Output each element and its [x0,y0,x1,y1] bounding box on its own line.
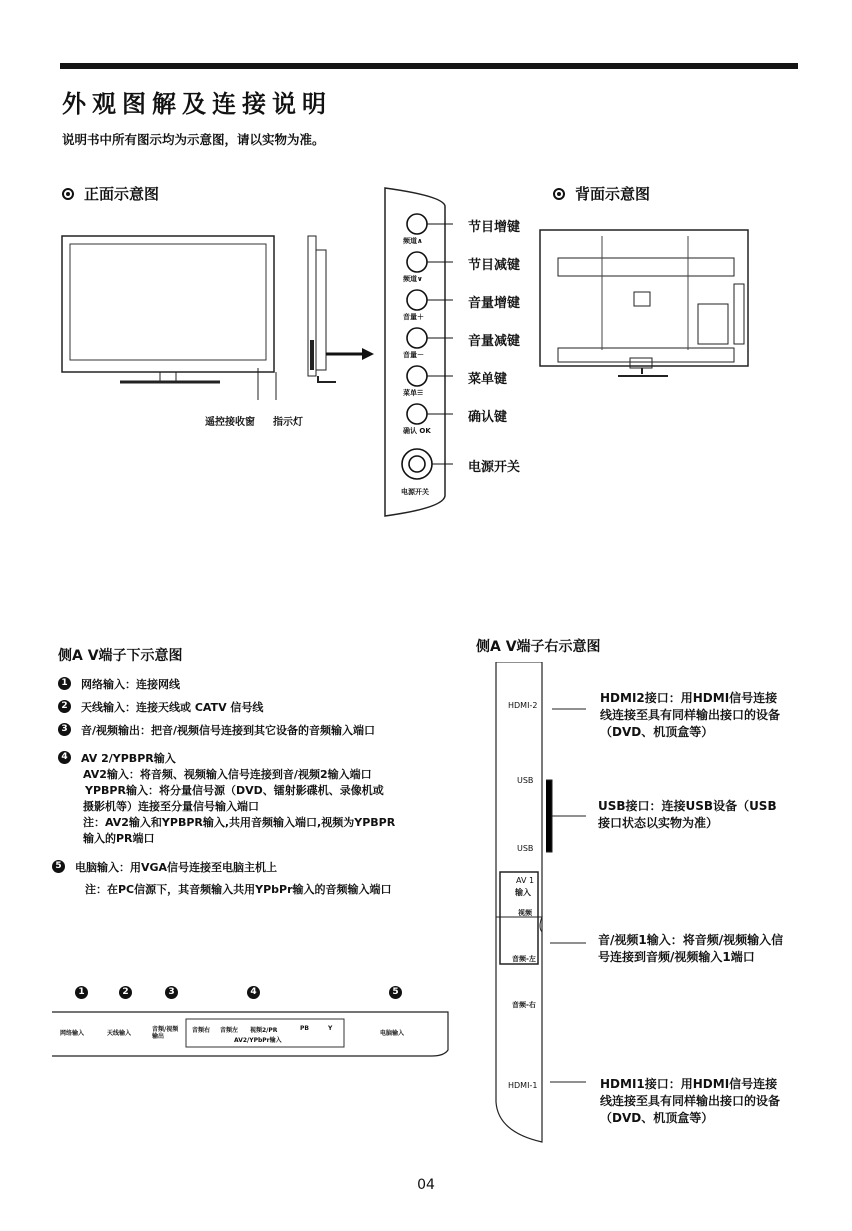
side-bottom-heading: 侧A V端子下示意图 [58,648,183,664]
ok-label: 确认键 [468,410,508,425]
number-badge: 4 [247,986,260,999]
volume-up-label: 音量增键 [468,296,521,311]
av-group-label: AV2/YPbPr输入 [234,1037,282,1044]
detail-line: 摄影机等）连接至分量信号输入端口 [83,800,259,813]
front-heading-text: 正面示意图 [84,185,160,203]
port-hdmi1: HDMI-1 [508,1081,538,1090]
list-item-text: 电脑输入：用VGA信号连接至电脑主机上 [75,861,278,874]
indicator-label: 指示灯 [273,417,303,428]
back-heading [553,183,650,204]
number-badge: 5 [389,986,402,999]
desc-line: USB接口：连接USB设备（USB [598,799,777,813]
number-badge: 3 [58,723,71,736]
target-bullet-icon [62,188,74,200]
list-item-text: 音/视频输出：把音/视频信号连接到其它设备的音频输入端口 [81,724,376,737]
connector-label: 网络输入 [60,1030,85,1037]
list-item [58,677,180,693]
desc-line: （DVD、机顶盒等） [600,1111,714,1125]
desc-line: 号连接到音频/视频输入1端口 [598,950,755,964]
detail-line: AV2输入：将音频、视频输入信号连接到音/视频2输入端口 [83,768,372,781]
number-badge: 2 [119,986,132,999]
desc-line: 线连接至具有同样输出接口的设备 [600,708,781,722]
connector-label: 电脑输入 [380,1030,405,1037]
port-hdmi2: HDMI-2 [508,701,538,710]
desc-line: 线连接至具有同样输出接口的设备 [600,1094,781,1108]
side-right-heading: 侧A V端子右示意图 [476,639,601,655]
port-audio-left: 音频-左 [512,955,536,963]
volume-down-label: 音量减键 [468,334,521,349]
list-item-text: AV 2/YPBPR输入 [81,752,176,765]
back-heading-text: 背面示意图 [575,185,651,203]
detail-line: 注：在PC信源下，其音频输入共用YPbPr输入的音频输入端口 [85,883,392,896]
page-subtitle: 说明书中所有图示均为示意图，请以实物为准。 [62,132,325,147]
connector-label: PB [300,1025,309,1032]
btn-icon-label: 确认 OK [403,427,431,435]
arrow-right-icon [326,346,376,362]
page-number: 04 [417,1177,435,1193]
detail-line: YPBPR输入：将分量信号源（DVD、镭射影碟机、录像机或 [85,784,384,797]
connector-label: 音频左 [220,1027,239,1034]
btn-icon-label: 音量－ [403,351,424,359]
list-item [58,700,263,716]
desc-line: （DVD、机顶盒等） [600,725,714,739]
back-tv-illustration [538,228,756,384]
connector-label: 音频/视频输出 [152,1026,179,1040]
number-badge: 2 [58,700,71,713]
top-rule [60,63,798,69]
hdmi1-description [600,1076,780,1127]
connector-label: 视频2/PR [250,1027,278,1034]
port-av1-in: 输入 [515,888,531,897]
page-title: 外观图解及连接说明 [62,90,332,118]
desc-line: HDMI1接口：用HDMI信号连接 [600,1077,778,1091]
btn-icon-label: 菜单☰ [403,389,424,397]
target-bullet-icon [553,188,565,200]
hdmi2-description [600,690,780,741]
btn-icon-label: 音量＋ [403,313,424,321]
channel-down-label: 节目减键 [468,258,521,273]
av1-description [598,932,783,966]
usb-description [598,798,777,832]
desc-line: HDMI2接口：用HDMI信号连接 [600,691,778,705]
menu-label: 菜单键 [468,372,508,387]
number-badge: 3 [165,986,178,999]
detail-line: 输入的PR端口 [83,832,155,845]
connector-label: 天线输入 [107,1030,132,1037]
connector-label: 音频右 [192,1027,211,1034]
port-audio-right: 音频-右 [512,1001,536,1009]
port-video: 视频 [518,909,532,917]
power-label: 电源开关 [468,460,521,475]
btn-icon-label: 频道∧ [403,237,423,245]
list-item [58,723,375,739]
front-heading [62,183,159,204]
channel-up-label: 节目增键 [468,220,521,235]
connector-label: Y [328,1025,333,1032]
list-item-text: 网络输入：连接网线 [81,678,180,691]
power-icon-label: 电源开关 [401,488,429,496]
remote-sensor-label: 遥控接收窗 [205,417,255,428]
detail-line: 注：AV2输入和YPBPR输入,共用音频输入端口,视频为YPBPR [83,816,396,829]
side-panel-outline [486,662,596,1147]
port-av1: AV 1 [516,876,535,885]
desc-line: 接口状态以实物为准） [598,816,719,830]
list-item-text: 天线输入：连接天线或 CATV 信号线 [81,701,264,714]
port-usb-2: USB [517,844,534,853]
number-badge: 1 [58,677,71,690]
desc-line: 音/视频1输入：将音频/视频输入信 [598,933,784,947]
front-tv-illustration [60,230,380,405]
number-badge: 4 [58,751,71,764]
port-usb-1: USB [517,776,534,785]
list-item [58,751,395,847]
list-item [52,860,392,898]
number-badge: 5 [52,860,65,873]
number-badge: 1 [75,986,88,999]
btn-icon-label: 频道∨ [403,275,423,283]
